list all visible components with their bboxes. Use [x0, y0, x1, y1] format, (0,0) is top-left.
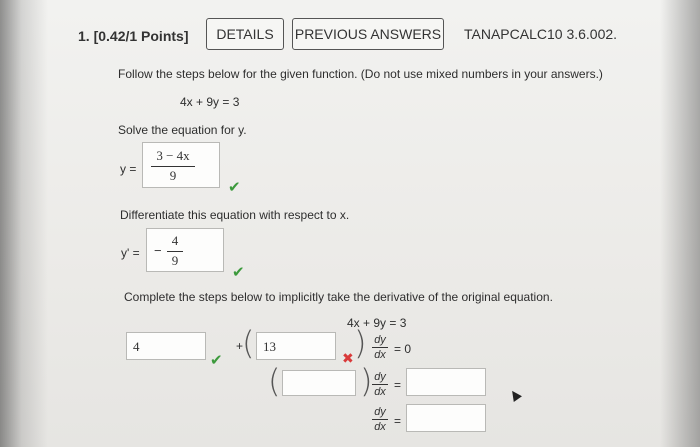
- step3-prompt: Complete the steps below to implicitly take the derivative of the original equation.: [124, 290, 553, 304]
- photo-shadow-right: [660, 0, 700, 447]
- step2-prompt: Differentiate this equation with respect to x.: [120, 208, 350, 222]
- left-paren-row2: (: [268, 362, 281, 400]
- equals-sign-row2: =: [394, 378, 402, 392]
- step2-sign: −: [154, 243, 162, 258]
- equals-sign-row3: =: [394, 414, 402, 428]
- step2-denominator: 9: [171, 253, 179, 268]
- dydx-fraction-row3: [372, 406, 388, 433]
- given-equation: 4x + 9y = 3: [180, 95, 240, 109]
- second-term-input[interactable]: [256, 332, 336, 360]
- step1-answer-fraction: [151, 148, 195, 184]
- second-term-value: 13: [263, 339, 276, 354]
- step3-equation: 4x + 9y = 3: [347, 316, 407, 330]
- row3-result-input[interactable]: [406, 404, 486, 432]
- fraction-bar: [372, 384, 388, 385]
- dy-label: dy: [374, 334, 386, 346]
- plus-sign: +: [236, 339, 244, 353]
- fraction-bar: [372, 347, 388, 348]
- photo-shadow-left: [0, 0, 48, 447]
- check-icon: ✔: [228, 179, 241, 196]
- step1-lhs: y =: [120, 162, 137, 176]
- step2-lhs: y' =: [121, 246, 140, 260]
- check-icon: ✔: [210, 352, 223, 369]
- course-code: TANAPCALC10 3.6.002.: [464, 26, 618, 42]
- step1-answer-box[interactable]: [142, 142, 220, 188]
- dx-label: dx: [374, 386, 386, 398]
- step2-answer-fraction: [167, 233, 183, 269]
- dx-label: dx: [374, 349, 386, 361]
- right-paren-row2: ): [360, 362, 373, 400]
- dydx-fraction-row2: [372, 371, 388, 398]
- question-points-label: 1. [0.42/1 Points]: [78, 28, 189, 44]
- step2-answer-box[interactable]: [146, 228, 224, 272]
- dydx-fraction-row1: [372, 334, 388, 361]
- row2-result-input[interactable]: [406, 368, 486, 396]
- dx-label: dx: [374, 421, 386, 433]
- fraction-bar: [151, 166, 195, 167]
- step2-numerator: 4: [171, 233, 179, 248]
- fraction-bar: [372, 419, 388, 420]
- step1-denominator: 9: [169, 168, 177, 183]
- row2-input[interactable]: [282, 370, 356, 396]
- cross-icon: ✖: [342, 350, 354, 366]
- right-paren: ): [354, 324, 367, 362]
- step1-prompt: Solve the equation for y.: [118, 123, 247, 137]
- previous-answers-button[interactable]: PREVIOUS ANSWERS: [292, 18, 444, 50]
- fraction-bar: [167, 251, 183, 252]
- first-term-input[interactable]: [126, 332, 206, 360]
- dy-label: dy: [374, 371, 386, 383]
- details-button[interactable]: DETAILS: [206, 18, 284, 50]
- step1-numerator: 3 − 4x: [156, 148, 190, 163]
- left-paren: (: [242, 324, 255, 362]
- dy-label: dy: [374, 406, 386, 418]
- equals-zero: = 0: [394, 342, 412, 356]
- check-icon: ✔: [232, 264, 245, 281]
- instructions-text: Follow the steps below for the given function. (Do not use mixed numbers in your answers.): [118, 67, 603, 81]
- first-term-value: 4: [133, 339, 140, 354]
